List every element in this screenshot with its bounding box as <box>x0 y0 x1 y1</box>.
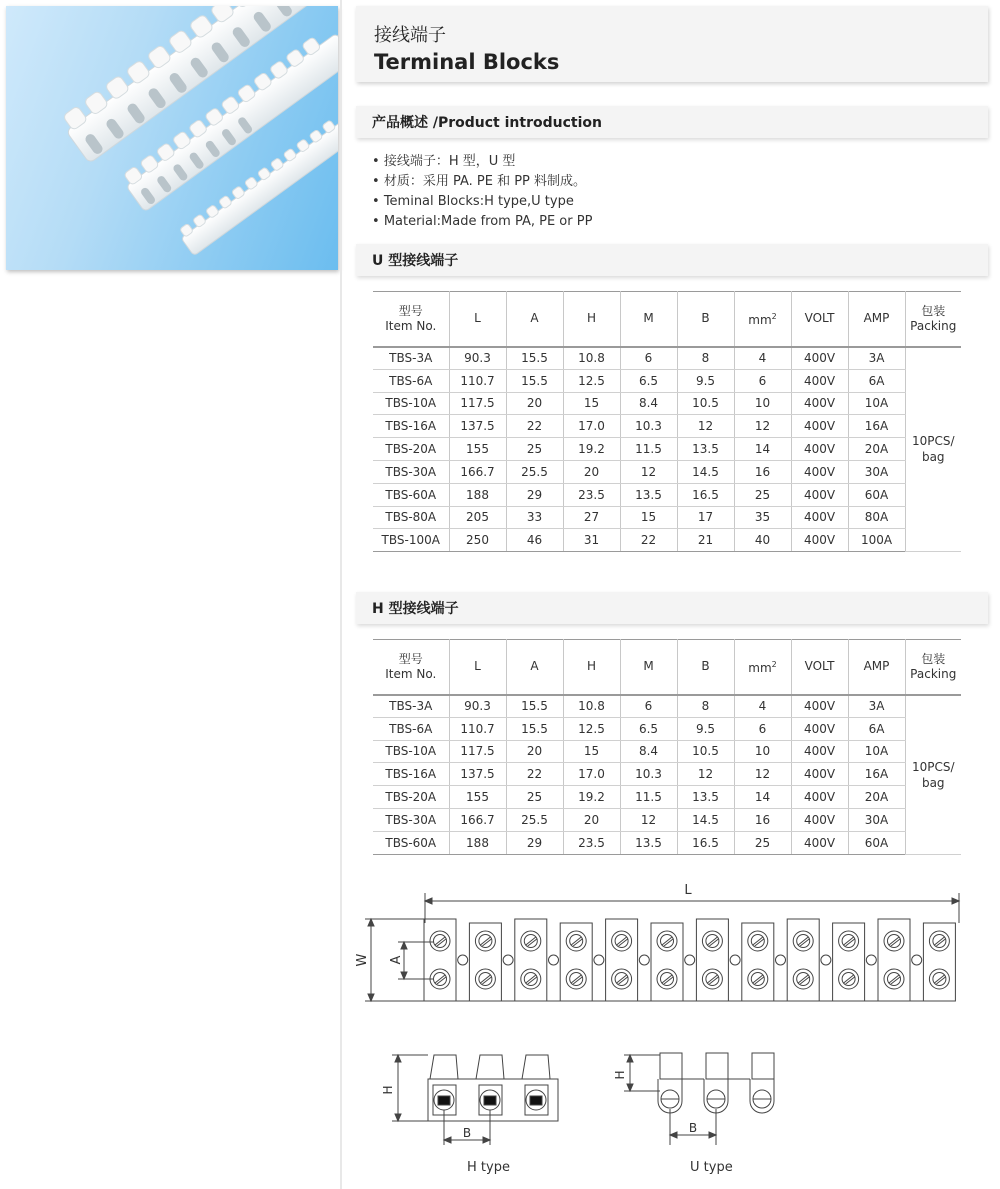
table-cell: TBS-60A <box>373 831 449 854</box>
label-a: A <box>389 955 404 965</box>
table-cell: 35 <box>734 506 791 529</box>
table-cell: 17.0 <box>563 415 620 438</box>
table-row <box>373 786 961 809</box>
table-cell: TBS-20A <box>373 438 449 461</box>
table-cell: 14 <box>734 438 791 461</box>
col-amp: AMP <box>848 640 905 695</box>
table-cell: 30A <box>848 808 905 831</box>
table-cell: 400V <box>791 347 848 370</box>
mounting-hole-icon <box>685 955 695 965</box>
mounting-hole-icon <box>866 955 876 965</box>
table-cell: 9.5 <box>677 369 734 392</box>
table-cell: 6 <box>620 695 677 718</box>
arrow-right-icon <box>952 898 959 904</box>
table-cell: 10.5 <box>677 740 734 763</box>
table-row <box>373 717 961 740</box>
table-cell: TBS-60A <box>373 483 449 506</box>
table-cell: 117.5 <box>449 392 506 415</box>
table-cell: 3A <box>848 695 905 718</box>
table-cell: 22 <box>506 415 563 438</box>
mounting-hole-icon <box>594 955 604 965</box>
intro-bullets <box>372 152 592 232</box>
table-cell: 14.5 <box>677 460 734 483</box>
table-cell: 15 <box>620 506 677 529</box>
col-mm2: $mm^2$ <box>734 640 791 695</box>
table-cell: TBS-16A <box>373 415 449 438</box>
table-cell: 10A <box>848 392 905 415</box>
table-cell: 46 <box>506 529 563 552</box>
table-cell: 3A <box>848 347 905 370</box>
table-cell: 21 <box>677 529 734 552</box>
col-model: 型号 Item No. <box>373 640 449 695</box>
table-cell: 4 <box>734 347 791 370</box>
table-cell: 12 <box>734 763 791 786</box>
table-cell: 400V <box>791 695 848 718</box>
table-cell: 400V <box>791 831 848 854</box>
table-cell: 100A <box>848 529 905 552</box>
table-cell: 137.5 <box>449 763 506 786</box>
table-cell: 25 <box>506 438 563 461</box>
table-cell: 10.5 <box>677 392 734 415</box>
table-cell: 12 <box>677 763 734 786</box>
table-cell: 16A <box>848 415 905 438</box>
table-cell: 10A <box>848 740 905 763</box>
mounting-hole-icon <box>912 955 922 965</box>
table-cell: 25.5 <box>506 808 563 831</box>
table-cell: 16.5 <box>677 831 734 854</box>
table-cell: 400V <box>791 529 848 552</box>
table-cell: 20 <box>506 740 563 763</box>
table-cell: 12 <box>734 415 791 438</box>
col-m: M <box>620 292 677 347</box>
caption-h-type: H type <box>467 1160 510 1175</box>
u-type-heading-bar <box>356 244 988 276</box>
table-row <box>373 438 961 461</box>
table-cell: 15.5 <box>506 347 563 370</box>
intro-heading-bar <box>356 106 988 138</box>
table-cell: 14.5 <box>677 808 734 831</box>
left-column <box>0 0 340 1189</box>
table-cell: 13.5 <box>677 438 734 461</box>
table-cell: 15.5 <box>506 369 563 392</box>
table-row <box>373 529 961 552</box>
table-row <box>373 695 961 718</box>
table-cell: 6 <box>734 717 791 740</box>
table-cell: 27 <box>563 506 620 529</box>
table-row <box>373 740 961 763</box>
table-cell: 6A <box>848 717 905 740</box>
table-cell: 20A <box>848 786 905 809</box>
table-row <box>373 415 961 438</box>
table-cell: 11.5 <box>620 438 677 461</box>
col-l: L <box>449 640 506 695</box>
table-cell: 400V <box>791 483 848 506</box>
table-cell: 19.2 <box>563 786 620 809</box>
table-cell: 29 <box>506 483 563 506</box>
table-cell: 16.5 <box>677 483 734 506</box>
table-cell: 6 <box>734 369 791 392</box>
table-cell: 110.7 <box>449 717 506 740</box>
table-cell: TBS-3A <box>373 695 449 718</box>
col-h: H <box>563 292 620 347</box>
table-cell: TBS-80A <box>373 506 449 529</box>
table-cell: 250 <box>449 529 506 552</box>
table-cell: TBS-10A <box>373 740 449 763</box>
col-a: A <box>506 640 563 695</box>
table-cell: 22 <box>506 763 563 786</box>
table-cell: 30A <box>848 460 905 483</box>
table-cell: 400V <box>791 786 848 809</box>
table-cell: 20 <box>506 392 563 415</box>
table-cell: 15.5 <box>506 717 563 740</box>
table-cell: 29 <box>506 831 563 854</box>
table-row <box>373 808 961 831</box>
table-row <box>373 763 961 786</box>
table-cell: TBS-3A <box>373 347 449 370</box>
h-type-heading: H 型接线端子 <box>372 601 459 617</box>
col-m: M <box>620 640 677 695</box>
table-cell: 400V <box>791 369 848 392</box>
table-row <box>373 831 961 854</box>
col-mm2: $mm^2$ <box>734 292 791 347</box>
col-model: 型号 Item No. <box>373 292 449 347</box>
table-cell: 25 <box>506 786 563 809</box>
table-cell: 25 <box>734 483 791 506</box>
table-cell: 400V <box>791 506 848 529</box>
table-cell: 137.5 <box>449 415 506 438</box>
h-type-side-view <box>378 1045 578 1155</box>
table-cell: 400V <box>791 808 848 831</box>
table-cell: 10 <box>734 740 791 763</box>
table-cell: 8.4 <box>620 740 677 763</box>
table-cell: 205 <box>449 506 506 529</box>
table-cell: 16 <box>734 808 791 831</box>
table-cell: TBS-6A <box>373 369 449 392</box>
table-row <box>373 347 961 370</box>
table-cell: 6 <box>620 347 677 370</box>
title-header <box>356 6 988 82</box>
arrow-left-icon <box>425 898 432 904</box>
table-cell: TBS-30A <box>373 460 449 483</box>
table-cell: 166.7 <box>449 808 506 831</box>
terminal-strip-outline <box>424 919 955 1001</box>
title-cn: 接线端子 <box>374 25 446 46</box>
table-cell: 400V <box>791 740 848 763</box>
table-cell: 20 <box>563 460 620 483</box>
mounting-hole-icon <box>503 955 513 965</box>
u-type-heading: U 型接线端子 <box>372 253 459 269</box>
table-cell: 8 <box>677 347 734 370</box>
table-cell: 10.8 <box>563 347 620 370</box>
table-cell: 6A <box>848 369 905 392</box>
table-cell: 400V <box>791 460 848 483</box>
col-h: H <box>563 640 620 695</box>
table-row <box>373 460 961 483</box>
mounting-hole-icon <box>549 955 559 965</box>
table-cell: 8.4 <box>620 392 677 415</box>
table-cell: 90.3 <box>449 695 506 718</box>
bullet-item: • Material:Made from PA, PE or PP <box>372 214 593 229</box>
col-volt: VOLT <box>791 292 848 347</box>
table-cell: 155 <box>449 786 506 809</box>
table-row <box>373 392 961 415</box>
table-header-row <box>373 640 961 695</box>
col-volt: VOLT <box>791 640 848 695</box>
table-cell: 23.5 <box>563 831 620 854</box>
table-cell: TBS-30A <box>373 808 449 831</box>
table-cell: 90.3 <box>449 347 506 370</box>
table-cell: 14 <box>734 786 791 809</box>
table-row <box>373 369 961 392</box>
label-b: B <box>688 1121 698 1135</box>
col-amp: AMP <box>848 292 905 347</box>
table-cell: 400V <box>791 392 848 415</box>
table-row <box>373 506 961 529</box>
table-cell: 33 <box>506 506 563 529</box>
table-cell: 400V <box>791 438 848 461</box>
mounting-hole-icon <box>639 955 649 965</box>
bullet-item: • 材质：采用 PA. PE 和 PP 料制成。 <box>372 174 587 189</box>
table-cell: 12 <box>677 415 734 438</box>
table-cell: 13.5 <box>677 786 734 809</box>
packing-cell: 10PCS/ bag <box>905 347 961 552</box>
table-cell: 40 <box>734 529 791 552</box>
mounting-hole-icon <box>458 955 468 965</box>
dimension-drawing <box>348 875 988 1015</box>
table-cell: 15 <box>563 392 620 415</box>
table-cell: 19.2 <box>563 438 620 461</box>
table-cell: 17.0 <box>563 763 620 786</box>
table-cell: 16A <box>848 763 905 786</box>
mounting-hole-icon <box>730 955 740 965</box>
table-cell: 9.5 <box>677 717 734 740</box>
product-photo <box>6 6 338 270</box>
table-cell: 110.7 <box>449 369 506 392</box>
table-cell: 8 <box>677 695 734 718</box>
table-cell: 188 <box>449 831 506 854</box>
table-cell: 25 <box>734 831 791 854</box>
table-cell: 400V <box>791 763 848 786</box>
table-cell: TBS-16A <box>373 763 449 786</box>
table-cell: 10.3 <box>620 763 677 786</box>
table-cell: 12 <box>620 460 677 483</box>
table-cell: 155 <box>449 438 506 461</box>
bullet-item: • 接线端子：H 型，U 型 <box>372 154 516 169</box>
table-cell: 17 <box>677 506 734 529</box>
table-cell: 10 <box>734 392 791 415</box>
table-cell: 15.5 <box>506 695 563 718</box>
table-cell: 12.5 <box>563 369 620 392</box>
table-cell: TBS-6A <box>373 717 449 740</box>
table-row <box>373 483 961 506</box>
table-cell: 31 <box>563 529 620 552</box>
table-cell: 400V <box>791 717 848 740</box>
table-cell: 10.3 <box>620 415 677 438</box>
table-cell: 13.5 <box>620 483 677 506</box>
label-h: H <box>381 1085 395 1095</box>
table-cell: 12.5 <box>563 717 620 740</box>
table-cell: TBS-20A <box>373 786 449 809</box>
intro-heading: 产品概述 /Product introduction <box>372 115 602 131</box>
table-cell: 22 <box>620 529 677 552</box>
col-b: B <box>677 640 734 695</box>
col-l: L <box>449 292 506 347</box>
table-cell: 16 <box>734 460 791 483</box>
mounting-hole-icon <box>776 955 786 965</box>
col-packing: 包装 Packing <box>905 640 961 695</box>
table-cell: 188 <box>449 483 506 506</box>
table-cell: 4 <box>734 695 791 718</box>
table-cell: 80A <box>848 506 905 529</box>
mounting-hole-icon <box>821 955 831 965</box>
table-cell: 6.5 <box>620 717 677 740</box>
col-packing: 包装 Packing <box>905 292 961 347</box>
table-cell: 15 <box>563 740 620 763</box>
col-a: A <box>506 292 563 347</box>
col-b: B <box>677 292 734 347</box>
table-cell: 6.5 <box>620 369 677 392</box>
u-type-spec-table <box>373 291 961 552</box>
table-header-row <box>373 292 961 347</box>
u-type-side-view <box>610 1045 810 1155</box>
table-cell: 20A <box>848 438 905 461</box>
caption-u-type: U type <box>690 1160 733 1175</box>
label-l: L <box>684 883 692 898</box>
table-cell: 117.5 <box>449 740 506 763</box>
table-cell: TBS-10A <box>373 392 449 415</box>
table-cell: 10.8 <box>563 695 620 718</box>
table-cell: 25.5 <box>506 460 563 483</box>
table-cell: 60A <box>848 831 905 854</box>
column-divider <box>340 0 342 1189</box>
table-cell: 23.5 <box>563 483 620 506</box>
table-cell: TBS-100A <box>373 529 449 552</box>
title-en: Terminal Blocks <box>374 50 560 74</box>
bullet-item: • Teminal Blocks:H type,U type <box>372 194 574 209</box>
table-cell: 400V <box>791 415 848 438</box>
label-b: B <box>462 1126 472 1140</box>
table-cell: 11.5 <box>620 786 677 809</box>
table-cell: 166.7 <box>449 460 506 483</box>
table-cell: 12 <box>620 808 677 831</box>
h-type-heading-bar <box>356 592 988 624</box>
label-h: H <box>613 1070 627 1080</box>
terminal-block-photo-illustration <box>6 6 338 270</box>
label-w: W <box>355 953 370 967</box>
table-cell: 13.5 <box>620 831 677 854</box>
table-cell: 60A <box>848 483 905 506</box>
packing-cell: 10PCS/ bag <box>905 695 961 855</box>
table-cell: 20 <box>563 808 620 831</box>
h-type-spec-table <box>373 639 961 855</box>
